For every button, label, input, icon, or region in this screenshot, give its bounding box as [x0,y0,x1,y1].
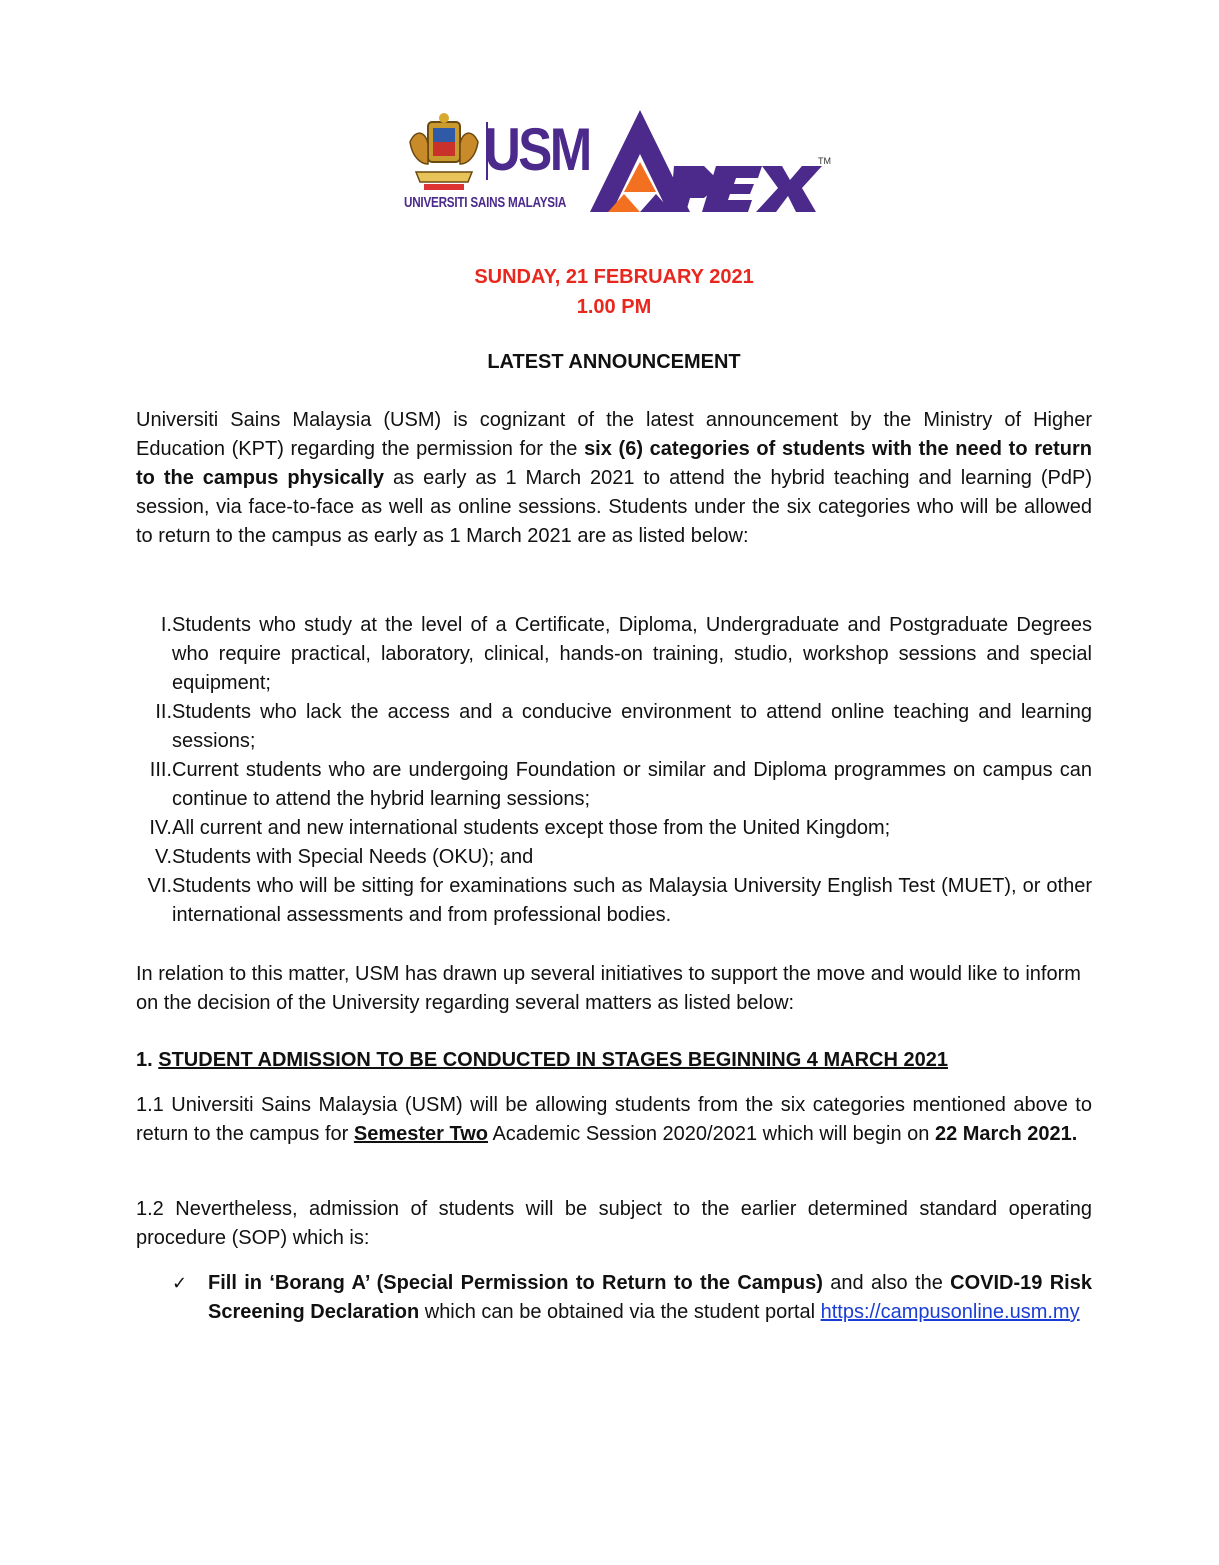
list-item-number: V. [154,846,172,868]
borang-a-bold: Fill in ‘Borang A’ (Special Permission to Return to the Campus) [208,1272,823,1294]
list-item [136,611,1092,698]
list-item-text: All current and new international students except those from the United Kingdom; [172,817,891,839]
list-item [136,843,1092,872]
intro-text-2: as early as 1 March 2021 to attend the hybrid teaching and learning (PdP) session, via face-to-face as well as online sessions. Students under the six categories who will be allowed to return to the campus as early as 1 March 2021 are as listed below: [136,467,1092,547]
intro-bold: six (6) categories of students with the need to return to the campus physically [136,438,1092,489]
announcement-time: 1.00 PM [576,296,652,318]
student-portal-link[interactable]: https://campusonline.usm.my [820,1301,1080,1323]
semester-two: Semester Two [353,1123,489,1145]
check-text-2: which can be obtained via the student portal [419,1301,821,1323]
sop-checklist-item [172,1269,1092,1327]
list-item-text: Students who study at the level of a Certificate, Diploma, Undergraduate and Postgraduate Degrees who require practical, laboratory, clinical, hands-on training, studio, workshop sessions and special equipment; [172,614,1092,694]
usm-wordmark: USM [484,116,590,183]
intro-paragraph [136,406,1092,551]
announcement-date: SUNDAY, 21 FEBRUARY 2021 [474,266,754,288]
list-item [136,698,1092,756]
paragraph-1-1 [136,1091,1092,1149]
section-1-title: STUDENT ADMISSION TO BE CONDUCTED IN STAGES BEGINNING 4 MARCH 2021 [158,1049,948,1071]
check-text-1: and also the [822,1272,951,1294]
list-item-number: VI. [147,875,172,897]
trademark-mark: TM [818,156,831,166]
list-item-text: Students with Special Needs (OKU); and [172,846,534,868]
list-item-number: III. [149,759,172,781]
list-item [136,872,1092,930]
checkmark-icon: ✓ [172,1273,188,1293]
list-item-text: Current students who are undergoing Foundation or similar and Diploma programmes on campus can continue to attend the hybrid learning sessions; [172,759,1092,810]
list-item-number: IV. [149,817,172,839]
student-categories-list [136,611,1092,930]
section-1-number: 1. [136,1049,159,1071]
list-item [136,814,1092,843]
usm-subtitle: UNIVERSITI SAINS MALAYSIA [404,194,567,211]
relation-paragraph: In relation to this matter, USM has drawn up several initiatives to support the move and would like to inform on the decision of the University regarding several matters as listed below: [136,963,1081,1014]
p1-1-text-b: Academic Session 2020/2021 which will begin on [488,1123,935,1145]
usm-crest-icon [406,112,482,192]
page-title: LATEST ANNOUNCEMENT [487,351,741,373]
logo-banner [400,104,840,216]
list-item-text: Students who lack the access and a conducive environment to attend online teaching and learning sessions; [172,701,1092,752]
start-date: 22 March 2021. [934,1123,1078,1145]
intro-text-1: Universiti Sains Malaysia (USM) is cognizant of the latest announcement by the Ministry of Higher Education (KPT) regarding the permission for the [136,409,1092,460]
section-1-heading [136,1046,1092,1075]
apex-logo-icon [590,106,840,216]
covid-declaration-bold: COVID-19 Risk Screening Declaration [208,1272,1092,1323]
list-item-number: II. [155,701,172,723]
list-item [136,756,1092,814]
list-item-text: Students who will be sitting for examinations such as Malaysia University English Test (MUET), or other international assessments and from professional bodies. [172,875,1092,926]
list-item-number: I. [160,614,172,636]
paragraph-1-2: 1.2 Nevertheless, admission of students will be subject to the earlier determined standard operating procedure (SOP) which is: [136,1198,1092,1249]
p1-1-text-a: 1.1 Universiti Sains Malaysia (USM) will be allowing students from the six categories mentioned above to return to the campus for [136,1094,1092,1145]
announcement-datetime [0,262,1219,322]
